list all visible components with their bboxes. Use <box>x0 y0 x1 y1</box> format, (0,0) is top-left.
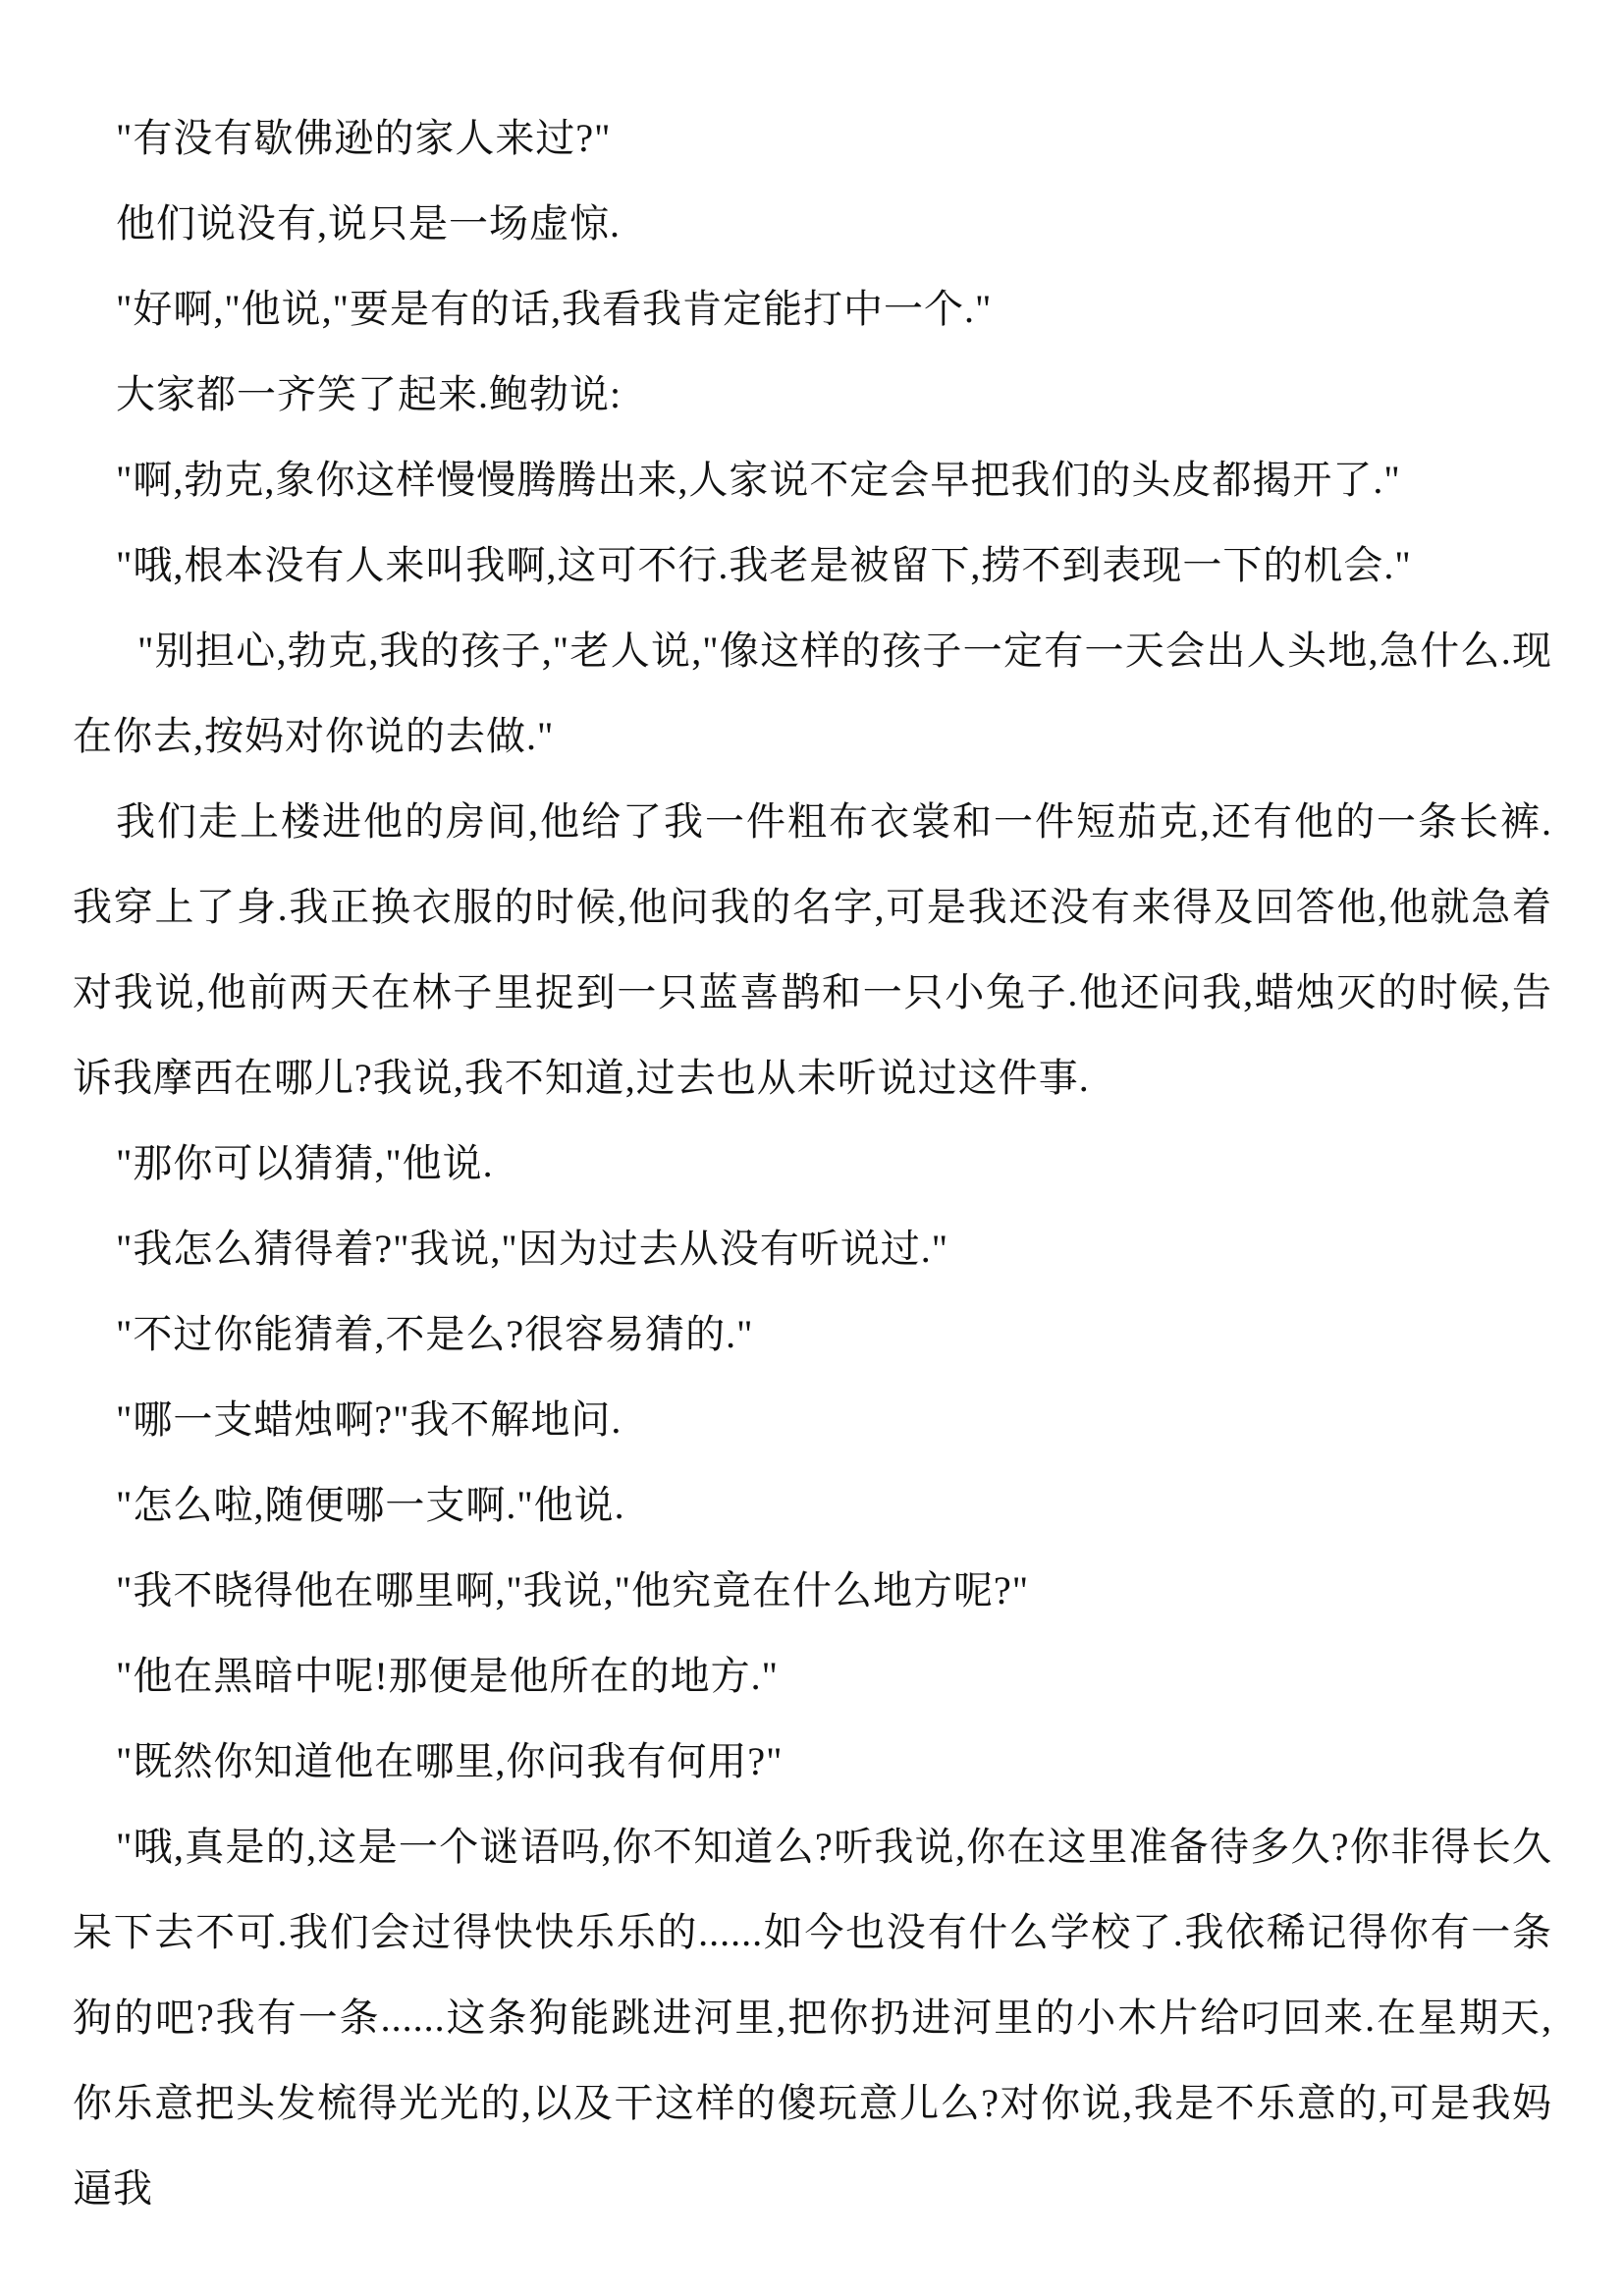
paragraph: 大家都一齐笑了起来.鲍勃说: <box>116 372 622 416</box>
paragraph: 他们说没有,说只是一场虚惊. <box>116 201 621 246</box>
paragraph: "那你可以猜猜,"他说. <box>116 1141 494 1185</box>
paragraph: "既然你知道他在哪里,你问我有何用?" <box>116 1739 784 1783</box>
paragraph: "我不晓得他在哪里啊,"我说,"他究竟在什么地方呢?" <box>116 1568 1030 1613</box>
paragraph: "他在黑暗中呢!那便是他所在的地方." <box>116 1654 779 1698</box>
paragraph: "哪一支蜡烛啊?"我不解地问. <box>116 1397 622 1442</box>
paragraph: "不过你能猜着,不是么?很容易猜的." <box>116 1312 754 1356</box>
paragraph: "怎么啦,随便哪一支啊."他说. <box>116 1483 625 1527</box>
paragraph: "哦,根本没有人来叫我啊,这可不行.我老是被留下,捞不到表现一下的机会." <box>116 543 1412 587</box>
paragraph: "我怎么猜得着?"我说,"因为过去从没有听说过." <box>116 1227 949 1271</box>
paragraph: 我们走上楼进他的房间,他给了我一件粗布衣裳和一件短茄克,还有他的一条长裤.我穿上了身.我正换衣服的时候,他问我的名字,可是我还没有来得及回答他,他就急着对我说,他前两天在林子里捉到一只蓝喜鹊和一只小兔子.他还问我,蜡烛灭的时候,告诉我摩西在哪儿?我说,我不知道,过去也从未听说过这件事. <box>73 799 1552 1100</box>
paragraph: "啊,勃克,象你这样慢慢腾腾出来,人家说不定会早把我们的头皮都揭开了." <box>116 458 1401 502</box>
paragraph: "哦,真是的,这是一个谜语吗,你不知道么?听我说,你在这里准备待多久?你非得长久呆下去不可.我们会过得快快乐乐的......如今也没有什么学校了.我依稀记得你有一条狗的吧?我有一条......这条狗能跳进河里,把你扔进河里的小木片给叼回来.在星期天,你乐意把头发梳得光光的,以及干这样的傻玩意儿么?对你说,我是不乐意的,可是我妈逼我 <box>73 1825 1552 2211</box>
paragraph: "别担心,勃克,我的孩子,"老人说,"像这样的孩子一定有一天会出人头地,急什么.现在你去,按妈对你说的去做." <box>73 629 1552 758</box>
paragraph: "好啊,"他说,"要是有的话,我看我肯定能打中一个." <box>116 287 993 331</box>
paragraph: "有没有歇佛逊的家人来过?" <box>116 116 612 160</box>
